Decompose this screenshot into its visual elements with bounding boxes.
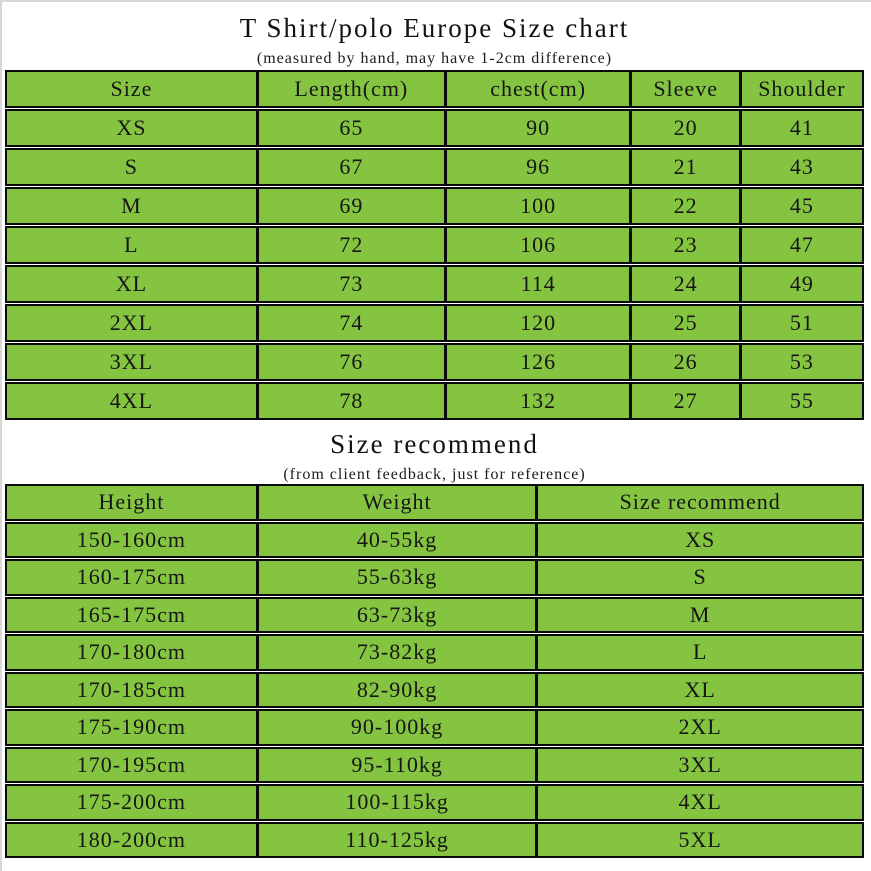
cell: 24 (629, 267, 738, 301)
column-header-weight: Weight (256, 486, 536, 519)
recommend-row-3xl (5, 747, 864, 784)
size-chart-subtitle: (measured by hand, may have 1-2cm difference) (256, 49, 613, 67)
recommend-table-header-row (5, 484, 864, 521)
size-table (5, 70, 864, 420)
recommend-row-l (5, 634, 864, 671)
cell: 175-200cm (76, 789, 186, 815)
table-row-m (5, 187, 864, 225)
cell: L (124, 232, 139, 257)
cell: 27 (629, 384, 738, 418)
cell: 106 (444, 228, 630, 262)
cell: 74 (256, 306, 444, 340)
size-recommend-table (5, 484, 864, 858)
cell: XL (115, 271, 148, 296)
cell: 43 (739, 150, 862, 184)
table-row-3xl (5, 343, 864, 381)
recommend-row-4xl (5, 784, 864, 821)
cell: 26 (629, 345, 738, 379)
table-row-xs (5, 109, 864, 147)
table-row-l (5, 226, 864, 264)
recommend-row-2xl (5, 709, 864, 746)
recommend-row-m (5, 597, 864, 634)
cell: 120 (444, 306, 630, 340)
cell: 76 (256, 345, 444, 379)
column-header-height: Height (98, 489, 165, 515)
cell: 126 (444, 345, 630, 379)
cell: 45 (739, 189, 862, 223)
cell: 23 (629, 228, 738, 262)
table-row-2xl (5, 304, 864, 342)
size-recommend-title: Size recommend (330, 429, 539, 459)
cell: 170-180cm (76, 639, 186, 665)
size-recommend-title-block (5, 420, 864, 484)
cell: 82-90kg (256, 674, 536, 707)
cell: 21 (629, 150, 738, 184)
recommend-row-xs (5, 522, 864, 559)
column-header-chest: chest(cm) (444, 72, 630, 106)
cell: 40-55kg (256, 524, 536, 557)
recommend-row-s (5, 559, 864, 596)
cell: 175-190cm (76, 714, 186, 740)
cell: XS (535, 524, 862, 557)
cell: 95-110kg (256, 749, 536, 782)
column-header-sleeve: Sleeve (629, 72, 738, 106)
cell: 4XL (109, 388, 154, 413)
column-header-size: Size (110, 76, 153, 101)
cell: 69 (256, 189, 444, 223)
cell: 170-195cm (76, 751, 186, 777)
cell: 41 (739, 111, 862, 145)
cell: 100-115kg (256, 786, 536, 819)
cell: 73-82kg (256, 636, 536, 669)
cell: 90-100kg (256, 711, 536, 744)
cell: 55-63kg (256, 561, 536, 594)
cell: 4XL (535, 786, 862, 819)
column-header-shoulder: Shoulder (739, 72, 862, 106)
recommend-row-xl (5, 672, 864, 709)
cell: M (535, 599, 862, 632)
cell: 53 (739, 345, 862, 379)
cell: 3XL (535, 749, 862, 782)
cell: 47 (739, 228, 862, 262)
cell: 132 (444, 384, 630, 418)
cell: S (535, 561, 862, 594)
cell: 100 (444, 189, 630, 223)
cell: 160-175cm (76, 564, 186, 590)
cell: S (124, 154, 139, 179)
size-chart-title-block (5, 2, 864, 70)
size-chart-title: T Shirt/polo Europe Size chart (239, 13, 630, 43)
size-table-header-row (5, 70, 864, 108)
cell: 20 (629, 111, 738, 145)
cell: 5XL (535, 824, 862, 857)
cell: 72 (256, 228, 444, 262)
cell: 110-125kg (256, 824, 536, 857)
recommend-row-5xl (5, 822, 864, 859)
cell: 63-73kg (256, 599, 536, 632)
cell: 22 (629, 189, 738, 223)
size-recommend-subtitle: (from client feedback, just for reference) (283, 465, 586, 483)
cell: 180-200cm (76, 826, 186, 852)
cell: 90 (444, 111, 630, 145)
table-row-s (5, 148, 864, 186)
cell: XS (116, 115, 147, 140)
cell: 73 (256, 267, 444, 301)
cell: 25 (629, 306, 738, 340)
cell: 114 (444, 267, 630, 301)
table-row-4xl (5, 382, 864, 420)
cell: 55 (739, 384, 862, 418)
cell: 96 (444, 150, 630, 184)
column-header-size-recommend: Size recommend (535, 486, 862, 519)
cell: 165-175cm (76, 601, 186, 627)
cell: 51 (739, 306, 862, 340)
cell: 65 (256, 111, 444, 145)
cell: 150-160cm (76, 526, 186, 552)
cell: 67 (256, 150, 444, 184)
cell: 2XL (109, 310, 154, 335)
cell: L (535, 636, 862, 669)
cell: XL (535, 674, 862, 707)
table-row-xl (5, 265, 864, 303)
cell: 2XL (535, 711, 862, 744)
cell: 49 (739, 267, 862, 301)
cell: 78 (256, 384, 444, 418)
column-header-length: Length(cm) (256, 72, 444, 106)
cell: M (121, 193, 142, 218)
cell: 3XL (109, 349, 154, 374)
cell: 170-185cm (76, 676, 186, 702)
